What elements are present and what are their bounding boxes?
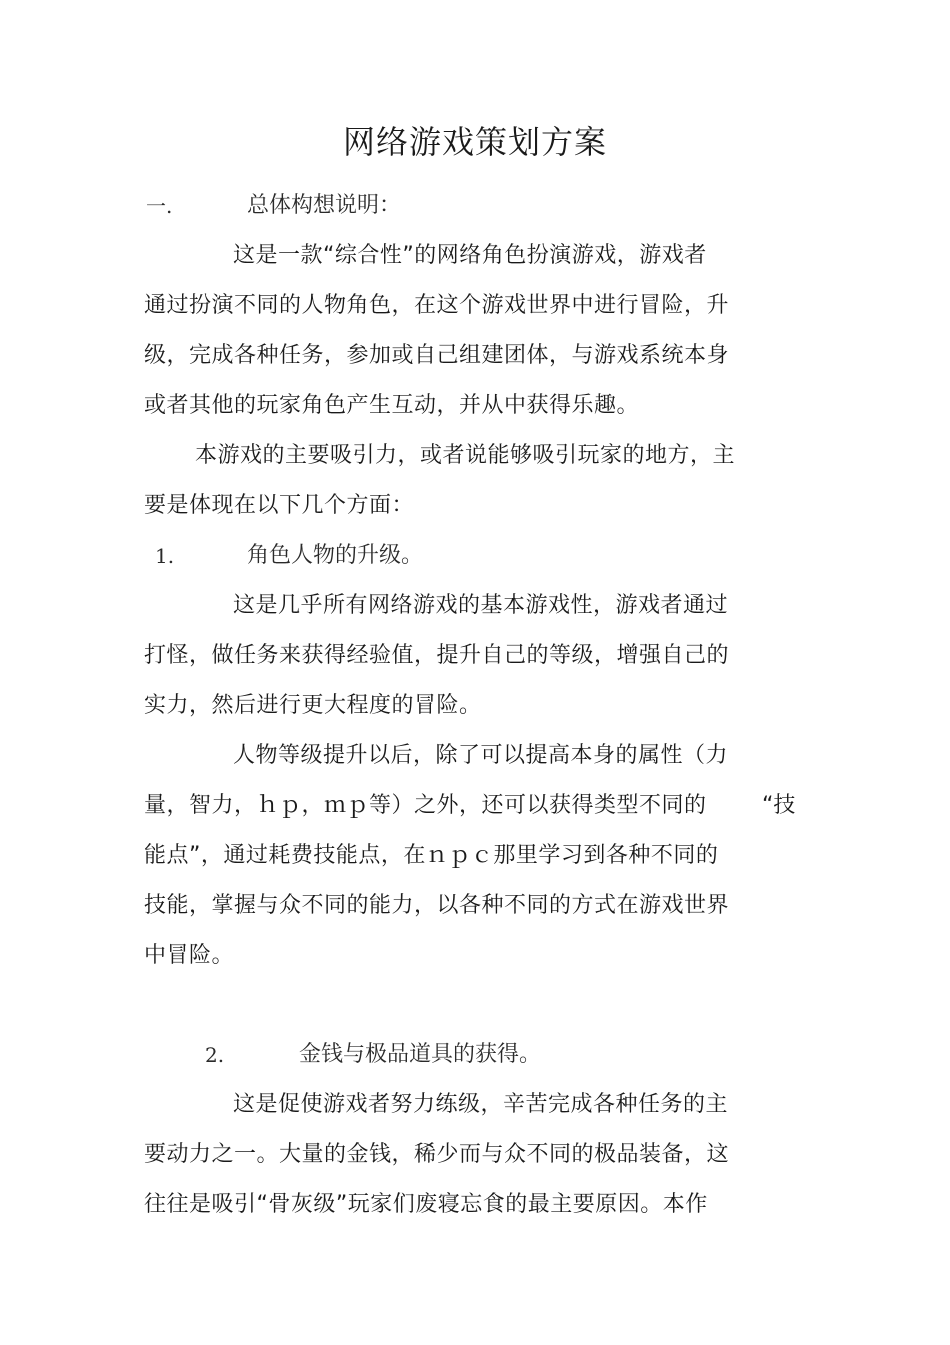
point2-line: 这是促使游戏者努力练级，辛苦完成各种任务的主 [233,1092,729,1117]
intro-line: 级，完成各种任务，参加或自己组建团体，与游戏系统本身 [144,343,730,368]
point1-line: 实力，然后进行更大程度的冒险。 [144,693,482,718]
point1-line: 技能，掌握与众不同的能力，以各种不同的方式在游戏世界 [144,893,730,918]
point1-line: 能点”，通过耗费技能点，在ｎｐｃ那里学习到各种不同的 [144,843,719,868]
point1-line: 人物等级提升以后，除了可以提高本身的属性（力 [233,743,729,768]
attraction-line: 本游戏的主要吸引力，或者说能够吸引玩家的地方，主 [195,443,736,468]
point1-number: 1. [155,544,175,568]
point2-heading: 金钱与极品道具的获得。 [299,1042,542,1067]
point2-number: 2. [205,1043,225,1067]
point1-line: 量，智力，ｈｐ，ｍｐ等）之外，还可以获得类型不同的 [144,793,707,818]
intro-line: 或者其他的玩家角色产生互动，并从中获得乐趣。 [144,393,640,418]
section1-number: 一. [146,194,173,218]
attraction-line: 要是体现在以下几个方面： [144,493,415,518]
point1-line: 这是几乎所有网络游戏的基本游戏性，游戏者通过 [233,593,729,618]
point2-line: 要动力之一。大量的金钱，稀少而与众不同的极品装备，这 [144,1142,730,1167]
intro-line: 通过扮演不同的人物角色，在这个游戏世界中进行冒险，升 [144,293,730,318]
point1-line: 中冒险。 [144,943,235,968]
intro-line: 这是一款“综合性”的网络角色扮演游戏，游戏者 [233,243,707,268]
point2-line: 往往是吸引“骨灰级”玩家们废寝忘食的最主要原因。本作 [144,1192,708,1217]
document-title: 网络游戏策划方案 [342,123,607,161]
point1-trailing-quote: “技 [762,793,796,818]
point1-heading: 角色人物的升级。 [247,543,424,568]
point1-line: 打怪，做任务来获得经验值，提升自己的等级，增强自己的 [144,643,730,668]
section1-heading: 总体构想说明： [247,193,402,218]
